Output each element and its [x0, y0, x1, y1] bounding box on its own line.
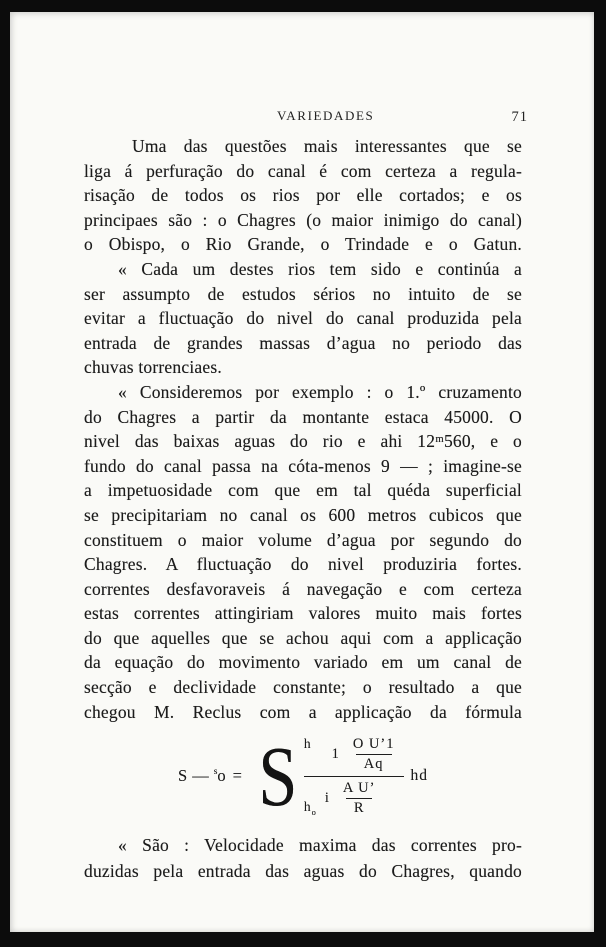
- text-line: principaes são : o Chagres (o maior inimigo do canal): [84, 209, 522, 230]
- inner-fraction-bottom: A U’ R: [342, 779, 376, 816]
- formula-differential: hd: [410, 767, 428, 785]
- text-line: a impetuosidade com que em tal quéda superficial: [84, 480, 522, 501]
- text-line: do que aquelles que se achou aqui com a applicação: [84, 627, 522, 648]
- formula-denominator: $h_o$ i A U’ R: [304, 776, 405, 817]
- text-line: o Obispo, o Rio Grande, o Trindade e o Gatun.: [84, 234, 522, 255]
- text-line: fundo do canal passa na cóta-menos 9 — ; imagine-se: [84, 455, 522, 476]
- inner-fraction-top: O U’1 Aq: [352, 735, 395, 772]
- text-line: correntes desfavoraveis á navegação e com certeza: [84, 578, 522, 599]
- text-line: nivel das baixas aguas do rio e ahi 12ᵐ560, e o: [84, 431, 522, 452]
- text-line: constituem o maior volume d’agua por segundo do: [84, 529, 522, 550]
- formula-lhs: S — $^s$o =: [178, 766, 244, 786]
- text-line: secção e declividade constante; o resultado a que: [84, 677, 522, 698]
- page-number: 71: [511, 109, 528, 125]
- text-line: chuvas torrenciaes.: [84, 357, 222, 378]
- formula-main-fraction: [304, 736, 405, 817]
- integral-lower-limit: $h_o$: [303, 799, 317, 818]
- text-line: da equação do movimento variado em um canal de: [84, 652, 522, 673]
- text-line: Chagres. A fluctuação do nivel produziria fortes.: [84, 554, 522, 575]
- text-line: do Chagres a partir da montante estaca 45000. O: [84, 406, 522, 427]
- text-line: estas correntes attingiriam valores muito mais fortes: [84, 603, 522, 624]
- body-text: [84, 134, 522, 884]
- text-line: entrada de grandes massas d’agua no periodo das: [84, 332, 522, 353]
- text-line: « Cada um destes rios tem sido e continúa a: [118, 258, 522, 279]
- integral-sign: S: [258, 727, 298, 824]
- text-line: risação de todos os rios por elle cortados; e os: [84, 185, 522, 206]
- text-line: evitar a fluctuação do nivel do canal produzida pela: [84, 308, 522, 329]
- text-line: duzidas pela entrada das aguas do Chagres, quando: [84, 861, 522, 882]
- text-line: « Consideremos por exemplo : o 1.º cruzamento: [118, 381, 522, 402]
- text-line: « São : Velocidade maxima das correntes pro-: [118, 835, 522, 856]
- text-line: chegou M. Reclus com a applicação da fórmula: [84, 701, 522, 722]
- book-page: [10, 12, 594, 932]
- text-line: se precipitariam no canal os 600 metros cubicos que: [84, 504, 522, 525]
- paragraph-1: [84, 134, 522, 257]
- paragraph-2: [84, 257, 522, 380]
- text-line: ser assumpto de estudos sérios no intuito de se: [84, 283, 522, 304]
- integral-upper-limit: h: [303, 736, 312, 752]
- paragraph-3: [84, 380, 522, 724]
- section-title: VARIEDADES: [277, 108, 375, 123]
- running-header: [10, 108, 594, 130]
- text-line: Uma das questões mais interessantes que se: [132, 136, 522, 156]
- formula-numerator: h 1 O U’1 Aq: [304, 736, 405, 776]
- paragraph-4: [84, 832, 522, 884]
- text-line: liga á perfuração do canal é com certeza a regula-: [84, 160, 522, 181]
- reclus-formula: [84, 726, 522, 826]
